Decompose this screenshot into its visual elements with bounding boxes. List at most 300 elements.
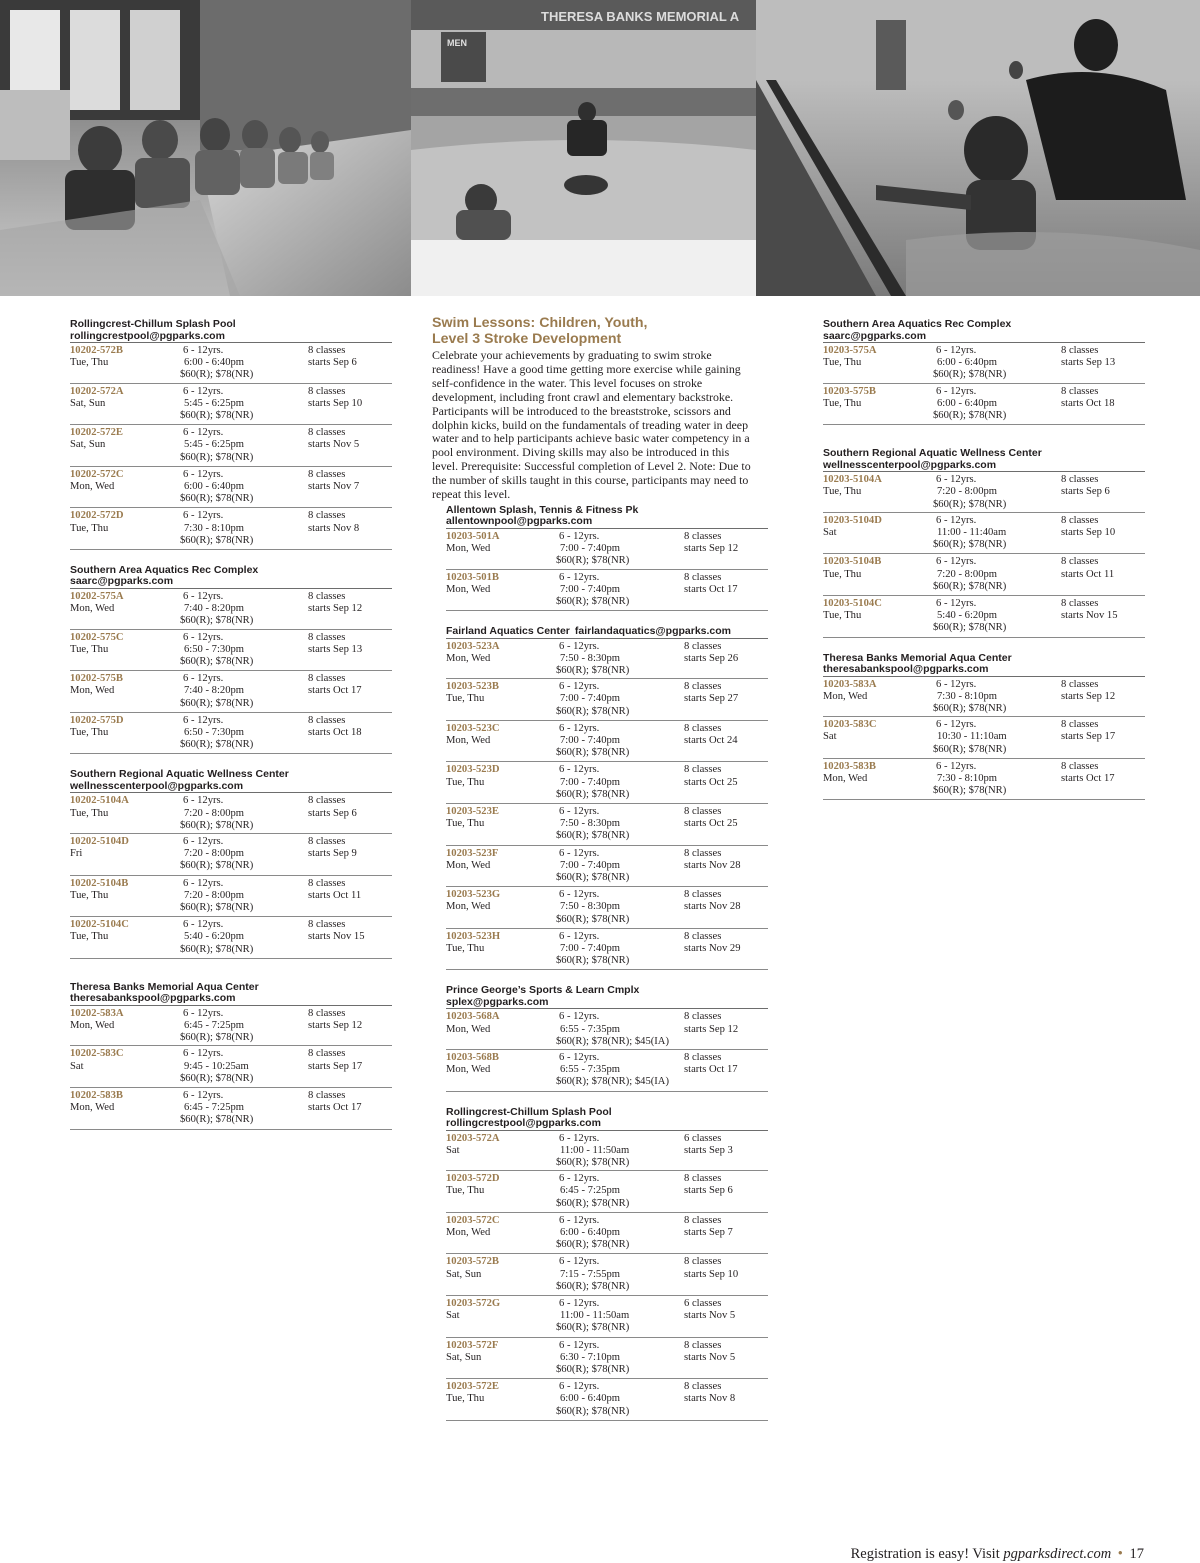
class-fee: $60(R); $78(NR) [180, 697, 254, 709]
class-time: 7:20 - 8:00pm [184, 889, 245, 901]
class-count: 6 classes [684, 1297, 722, 1309]
class-start-date: starts Sep 6 [1061, 486, 1110, 498]
class-code-cell [823, 761, 935, 785]
class-start-date: starts Oct 11 [308, 889, 362, 901]
class-days: Tue, Thu [823, 568, 862, 580]
class-start-date: starts Nov 29 [684, 943, 741, 955]
banner-sign-text: THERESA BANKS MEMORIAL A [541, 9, 740, 24]
class-code[interactable]: 10202-575C [70, 631, 124, 643]
class-code[interactable]: 10203-583C [823, 719, 877, 731]
class-row [70, 384, 392, 426]
photo-instructor-teaching [411, 0, 756, 296]
class-days: Mon, Wed [446, 1023, 491, 1035]
class-row [823, 676, 1145, 718]
class-time: 7:50 - 8:30pm [560, 818, 621, 830]
class-code[interactable]: 10202-575B [70, 673, 123, 685]
class-start-date: starts Sep 13 [1061, 357, 1116, 369]
location-email-link[interactable]: rollingcrestpool@pgparks.com [446, 1117, 601, 1130]
class-start-date: starts Sep 7 [684, 1226, 733, 1238]
class-fee: $60(R); $78(NR); $45(IA) [556, 1076, 669, 1088]
class-detail-cell [180, 714, 308, 752]
class-code[interactable]: 10203-572F [446, 1339, 499, 1351]
class-start-date: starts Nov 28 [684, 859, 741, 871]
class-code-cell [823, 598, 935, 622]
class-session-cell [308, 1008, 398, 1032]
class-time: 5:40 - 6:20pm [184, 931, 245, 943]
class-ages: 6 - 12yrs. [936, 597, 977, 609]
class-code-cell [446, 1381, 558, 1405]
class-fee: $60(R); $78(NR) [180, 534, 254, 546]
class-days: Tue, Thu [70, 807, 109, 819]
location-name: Southern Area Aquatics Rec Complex [70, 563, 259, 576]
class-code[interactable]: 10203-523H [446, 930, 501, 942]
location-email-link[interactable]: wellnesscenterpool@pgparks.com [70, 779, 244, 792]
class-code[interactable]: 10203-568A [446, 1011, 500, 1023]
location-name: Fairland Aquatics Center [446, 625, 570, 638]
class-time: 7:50 - 8:30pm [560, 652, 621, 664]
class-days: Mon, Wed [70, 1019, 115, 1031]
class-start-date: starts Oct 24 [684, 735, 738, 747]
location-name: Southern Regional Aquatic Wellness Center [823, 447, 1042, 460]
class-count: 8 classes [684, 764, 722, 776]
class-code[interactable]: 10203-523D [446, 764, 500, 776]
class-session-cell [684, 806, 774, 830]
class-session-cell [684, 572, 774, 596]
class-start-date: starts Oct 18 [1061, 397, 1115, 409]
class-ages: 6 - 12yrs. [559, 1256, 600, 1268]
class-fee: $60(R); $78(NR) [180, 655, 254, 667]
class-code[interactable]: 10202-583C [70, 1048, 124, 1060]
class-days: Sat [446, 1310, 460, 1322]
location-email-link[interactable]: fairlandaquatics@pgparks.com [574, 625, 732, 638]
class-row [823, 342, 1145, 384]
class-fee: $60(R); $78(NR) [180, 739, 254, 751]
location-header [446, 982, 768, 1008]
class-code-cell [446, 1052, 558, 1076]
class-code[interactable]: 10203-572E [446, 1381, 499, 1393]
class-code-cell [823, 719, 935, 743]
location-name: Prince George’s Sports & Learn Cmplx [446, 984, 640, 997]
class-fee: $60(R); $78(NR) [180, 369, 254, 381]
class-detail-cell [180, 835, 308, 873]
class-code-cell [823, 679, 935, 703]
class-time: 6:00 - 6:40pm [560, 1226, 621, 1238]
class-ages: 6 - 12yrs. [183, 345, 224, 356]
class-code[interactable]: 10203-5104D [823, 514, 882, 526]
class-ages: 6 - 12yrs. [936, 556, 977, 568]
class-code-cell [70, 673, 182, 697]
class-ages: 6 - 12yrs. [936, 474, 977, 486]
class-session-cell [684, 1011, 774, 1035]
class-ages: 6 - 12yrs. [559, 764, 600, 776]
class-days: Mon, Wed [446, 543, 491, 555]
class-code[interactable]: 10203-523E [446, 806, 499, 818]
class-ages: 6 - 12yrs. [559, 530, 600, 542]
class-time: 6:00 - 6:40pm [184, 357, 245, 369]
class-detail-cell [556, 1381, 684, 1418]
class-code-cell [70, 715, 182, 739]
class-code[interactable]: 10203-568B [446, 1052, 499, 1063]
location-header [823, 316, 1145, 342]
class-fee: $60(R); $78(NR) [556, 872, 630, 884]
location-header [70, 316, 392, 342]
class-detail-cell [933, 719, 1061, 756]
class-time: 6:50 - 7:30pm [184, 643, 245, 655]
class-code-cell [70, 878, 182, 902]
class-code[interactable]: 10203-572A [446, 1132, 500, 1144]
class-code[interactable]: 10203-572B [446, 1256, 499, 1268]
class-session-cell [684, 931, 774, 955]
class-code[interactable]: 10203-523G [446, 889, 501, 901]
class-days: Tue, Thu [823, 357, 862, 369]
class-session-cell [308, 878, 398, 902]
class-detail-cell [180, 877, 308, 915]
class-code[interactable]: 10203-572C [446, 1214, 500, 1226]
class-days: Mon, Wed [70, 480, 115, 492]
class-ages: 6 - 12yrs. [183, 835, 224, 847]
class-session-cell [1061, 345, 1151, 369]
class-code-cell [70, 795, 182, 819]
class-detail-cell [933, 514, 1061, 552]
class-time: 6:50 - 7:30pm [184, 726, 245, 738]
class-count: 8 classes [684, 847, 722, 859]
class-code[interactable]: 10203-501A [446, 530, 500, 542]
location-email-link[interactable]: saarc@pgparks.com [823, 329, 927, 342]
class-fee: $60(R); $78(NR) [180, 493, 254, 505]
class-time: 5:45 - 6:25pm [184, 397, 245, 409]
class-start-date: starts Oct 17 [308, 1102, 362, 1114]
class-code[interactable]: 10203-583A [823, 678, 877, 690]
class-row [70, 917, 392, 959]
class-start-date: starts Sep 13 [308, 643, 363, 655]
class-detail-cell [556, 1339, 684, 1377]
class-code[interactable]: 10202-5104D [70, 835, 129, 847]
class-count: 8 classes [308, 427, 346, 439]
class-time: 7:20 - 8:00pm [184, 848, 245, 860]
class-ages: 6 - 12yrs. [559, 847, 600, 859]
location-header [446, 502, 768, 528]
class-time: 7:00 - 7:40pm [560, 776, 621, 788]
class-code-cell [446, 806, 558, 830]
location-header [446, 623, 768, 638]
class-count: 8 classes [1061, 514, 1099, 526]
class-row [446, 929, 768, 971]
class-code[interactable]: 10202-572B [70, 345, 123, 356]
section-spacer [823, 425, 1145, 445]
class-detail-cell [180, 385, 308, 423]
class-code-cell [823, 386, 935, 410]
class-fee: $60(R); $78(NR) [556, 1405, 630, 1417]
class-row [823, 513, 1145, 555]
location-block [70, 562, 392, 754]
class-fee: $60(R); $78(NR) [180, 819, 254, 831]
class-count: 8 classes [684, 722, 722, 734]
class-session-cell [308, 715, 398, 739]
class-time: 7:00 - 7:40pm [560, 543, 621, 555]
class-code[interactable]: 10202-575D [70, 714, 124, 726]
class-session-cell [1061, 761, 1151, 785]
class-time: 9:45 - 10:25am [184, 1060, 249, 1072]
class-start-date: starts Oct 17 [308, 685, 362, 697]
class-code[interactable]: 10203-575A [823, 345, 877, 356]
class-days: Tue, Thu [446, 943, 485, 955]
class-row [70, 1046, 392, 1088]
class-code[interactable]: 10203-5104C [823, 597, 882, 609]
class-code-cell [70, 836, 182, 860]
class-row [446, 1379, 768, 1421]
class-detail-cell [933, 385, 1061, 423]
class-detail-cell [556, 722, 684, 760]
location-block [70, 766, 392, 958]
class-count: 8 classes [1061, 556, 1099, 568]
class-days: Tue, Thu [446, 1185, 485, 1197]
class-ages: 6 - 12yrs. [559, 1052, 600, 1063]
class-code-cell [446, 1011, 558, 1035]
class-row [823, 384, 1145, 426]
location-header [823, 445, 1145, 471]
section-spacer [70, 754, 392, 766]
section-spacer [446, 1092, 768, 1104]
class-time: 6:00 - 6:40pm [184, 480, 245, 492]
class-count: 8 classes [684, 1339, 722, 1351]
class-start-date: starts Nov 15 [308, 931, 365, 943]
class-row [70, 1005, 392, 1047]
class-time: 7:00 - 7:40pm [560, 735, 621, 747]
footer-url-link[interactable]: pgparksdirect.com [1003, 1546, 1112, 1562]
location-block [446, 1104, 768, 1421]
class-fee: $60(R); $78(NR) [556, 595, 630, 607]
class-code[interactable]: 10203-523B [446, 681, 499, 693]
class-row [823, 717, 1145, 759]
class-detail-cell [556, 571, 684, 609]
class-count: 8 classes [1061, 474, 1099, 486]
class-fee: $60(R); $78(NR) [556, 747, 630, 759]
class-detail-cell [180, 468, 308, 506]
class-fee: $60(R); $78(NR) [180, 1072, 254, 1084]
class-row [446, 1008, 768, 1050]
class-days: Mon, Wed [70, 685, 115, 697]
location-name: Rollingcrest-Chillum Splash Pool [70, 318, 236, 330]
class-row [446, 887, 768, 929]
class-code[interactable]: 10203-583B [823, 760, 876, 772]
class-time: 7:40 - 8:20pm [184, 603, 245, 615]
location-header [70, 562, 392, 588]
location-email-link[interactable]: rollingcrestpool@pgparks.com [70, 329, 225, 342]
class-session-cell [684, 641, 774, 665]
class-start-date: starts Sep 6 [308, 807, 357, 819]
class-time: 7:30 - 8:10pm [937, 772, 998, 784]
class-code[interactable]: 10202-572E [70, 427, 123, 439]
class-code-cell [70, 386, 182, 410]
class-code-cell [446, 1256, 558, 1280]
class-code-cell [823, 515, 935, 539]
class-code[interactable]: 10202-583B [70, 1089, 123, 1101]
class-count: 8 classes [1061, 719, 1099, 731]
class-count: 8 classes [308, 795, 346, 807]
class-code[interactable]: 10202-572A [70, 385, 124, 397]
class-start-date: starts Sep 17 [1061, 731, 1116, 743]
class-time: 7:20 - 8:00pm [937, 486, 998, 498]
class-code-cell [446, 641, 558, 665]
class-fee: $60(R); $78(NR) [556, 1239, 630, 1251]
class-days: Tue, Thu [446, 776, 485, 788]
class-start-date: starts Sep 12 [308, 603, 363, 615]
location-email-link[interactable]: theresabankspool@pgparks.com [823, 663, 989, 676]
class-fee: $60(R); $78(NR) [556, 665, 630, 677]
class-code[interactable]: 10202-5104A [70, 795, 129, 807]
section-spacer [446, 970, 768, 982]
class-ages: 6 - 12yrs. [559, 1132, 600, 1144]
class-row [70, 467, 392, 509]
class-days: Fri [70, 848, 83, 860]
class-code-cell [446, 1173, 558, 1197]
location-email-link[interactable]: splex@pgparks.com [446, 995, 549, 1008]
class-code-cell [70, 1008, 182, 1032]
location-email-link[interactable]: wellnesscenterpool@pgparks.com [823, 458, 997, 471]
class-code[interactable]: 10203-572G [446, 1297, 501, 1309]
class-detail-cell [180, 345, 308, 382]
class-row [446, 1130, 768, 1172]
class-code[interactable]: 10202-5104B [70, 877, 129, 889]
class-row [823, 554, 1145, 596]
footer-visit: Visit [972, 1546, 1000, 1562]
class-count: 8 classes [308, 631, 346, 643]
class-time: 7:20 - 8:00pm [937, 568, 998, 580]
class-code[interactable]: 10202-572C [70, 468, 124, 480]
class-row [70, 630, 392, 672]
class-start-date: starts Nov 5 [308, 439, 360, 451]
class-code-cell [70, 1090, 182, 1114]
class-days: Sat, Sun [70, 439, 106, 451]
class-session-cell [308, 591, 398, 615]
class-code-cell [446, 889, 558, 913]
class-session-cell [308, 836, 398, 860]
class-start-date: starts Sep 10 [308, 397, 363, 409]
class-ages: 6 - 12yrs. [559, 1381, 600, 1393]
class-code-cell [70, 632, 182, 656]
location-header [70, 979, 392, 1005]
class-session-cell [1061, 515, 1151, 539]
class-time: 7:00 - 7:40pm [560, 693, 621, 705]
class-ages: 6 - 12yrs. [183, 385, 224, 397]
class-code[interactable]: 10203-523F [446, 847, 499, 859]
class-code[interactable]: 10203-523C [446, 722, 500, 734]
class-days: Mon, Wed [446, 1064, 491, 1076]
class-count: 8 classes [308, 673, 346, 685]
class-ages: 6 - 12yrs. [559, 722, 600, 734]
class-ages: 6 - 12yrs. [559, 930, 600, 942]
class-days: Tue, Thu [70, 889, 109, 901]
class-session-cell [308, 386, 398, 410]
class-row [70, 792, 392, 834]
location-email-link[interactable]: saarc@pgparks.com [70, 575, 174, 588]
section-spacer [70, 550, 392, 562]
class-time: 6:55 - 7:35pm [560, 1064, 621, 1076]
class-fee: $60(R); $78(NR) [933, 622, 1007, 634]
class-session-cell [684, 1173, 774, 1197]
class-fee: $60(R); $78(NR) [933, 580, 1007, 592]
class-detail-cell [556, 1256, 684, 1293]
class-detail-cell [556, 640, 684, 678]
class-count: 6 classes [684, 1132, 722, 1144]
class-row [70, 834, 392, 876]
class-fee: $60(R); $78(NR) [933, 785, 1007, 797]
class-session-cell [684, 889, 774, 913]
class-code[interactable]: 10203-5104A [823, 474, 882, 486]
class-code[interactable]: 10203-572D [446, 1173, 500, 1185]
class-start-date: starts Nov 5 [684, 1351, 736, 1363]
class-code[interactable]: 10203-575B [823, 385, 876, 397]
class-ages: 6 - 12yrs. [183, 673, 224, 685]
location-email-link[interactable]: theresabankspool@pgparks.com [70, 992, 236, 1005]
class-ages: 6 - 12yrs. [183, 590, 224, 602]
class-fee: $60(R); $78(NR) [556, 555, 630, 567]
class-code[interactable]: 10202-5104C [70, 919, 129, 931]
class-row [446, 1254, 768, 1296]
class-fee: $60(R); $78(NR) [180, 615, 254, 627]
class-session-cell [1061, 386, 1151, 410]
location-block [70, 316, 392, 550]
class-fee: $60(R); $78(NR) [933, 369, 1007, 381]
column-left [70, 316, 392, 1130]
class-code[interactable]: 10203-5104B [823, 556, 882, 568]
class-fee: $60(R); $78(NR) [556, 1197, 630, 1209]
class-code-cell [70, 469, 182, 493]
class-row [446, 679, 768, 721]
class-detail-cell [556, 889, 684, 926]
class-time: 7:15 - 7:55pm [560, 1268, 621, 1280]
class-detail-cell [933, 474, 1061, 511]
class-ages: 6 - 12yrs. [559, 1214, 600, 1226]
class-start-date: starts Nov 28 [684, 901, 741, 913]
class-fee: $60(R); $78(NR) [556, 1280, 630, 1292]
class-count: 8 classes [684, 1214, 722, 1226]
class-session-cell [1061, 719, 1151, 743]
class-detail-cell [556, 930, 684, 968]
class-days: Tue, Thu [823, 486, 862, 498]
class-ages: 6 - 12yrs. [183, 1048, 224, 1060]
class-ages: 6 - 12yrs. [183, 427, 224, 439]
class-start-date: starts Oct 17 [684, 1064, 738, 1076]
class-code[interactable]: 10202-575A [70, 590, 124, 602]
class-start-date: starts Sep 12 [308, 1019, 363, 1031]
location-email-link[interactable]: allentownpool@pgparks.com [446, 515, 593, 528]
class-detail-cell [180, 631, 308, 669]
class-start-date: starts Nov 7 [308, 480, 360, 492]
class-ages: 6 - 12yrs. [559, 571, 600, 583]
class-code-cell [446, 531, 558, 555]
middle-schedule [446, 502, 768, 1421]
class-ages: 6 - 12yrs. [183, 1007, 224, 1019]
class-days: Mon, Wed [446, 735, 491, 747]
class-fee: $60(R); $78(NR) [556, 788, 630, 800]
class-days: Tue, Thu [823, 397, 862, 409]
class-ages: 6 - 12yrs. [559, 1297, 600, 1309]
class-code[interactable]: 10203-501B [446, 571, 499, 583]
class-code[interactable]: 10202-572D [70, 510, 124, 522]
class-time: 7:00 - 7:40pm [560, 859, 621, 871]
class-ages: 6 - 12yrs. [936, 719, 977, 731]
class-code[interactable]: 10203-523A [446, 640, 500, 652]
class-code[interactable]: 10202-583A [70, 1007, 124, 1019]
class-detail-cell [180, 1089, 308, 1127]
class-row [446, 804, 768, 846]
class-time: 7:50 - 8:30pm [560, 901, 621, 913]
class-days: Tue, Thu [70, 643, 109, 655]
location-block [446, 982, 768, 1091]
class-count: 8 classes [1061, 678, 1099, 690]
class-fee: $60(R); $78(NR) [933, 539, 1007, 551]
